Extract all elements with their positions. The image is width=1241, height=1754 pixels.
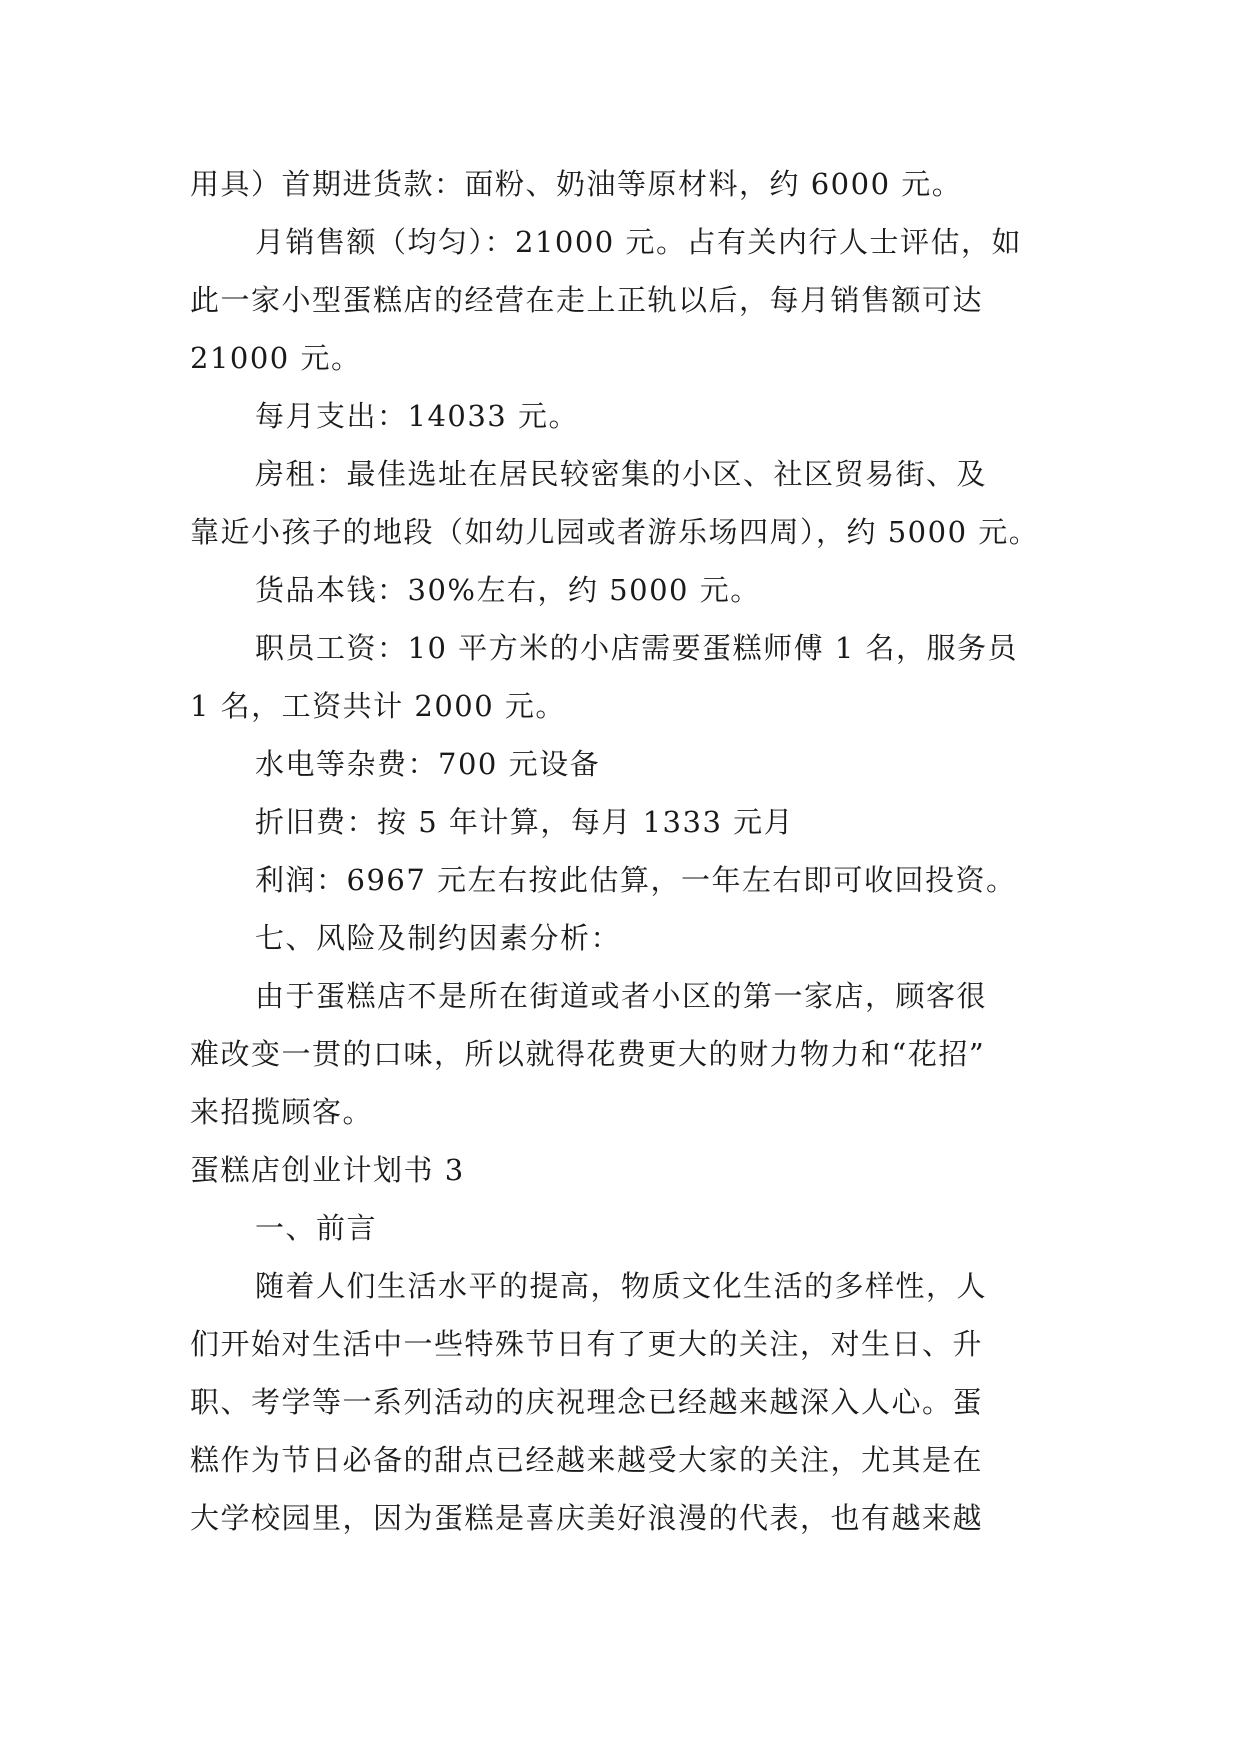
text-line: 月销售额（均匀）：21000 元。占有关内行人士评估，如 <box>255 225 1022 259</box>
text-line: 们开始对生活中一些特殊节日有了更大的关注，对生日、升 <box>190 1327 984 1361</box>
text-line: 随着人们生活水平的提高，物质文化生活的多样性，人 <box>255 1269 988 1303</box>
section-heading: 一、前言 <box>255 1211 378 1245</box>
text-line: 此一家小型蛋糕店的经营在走上正轨以后，每月销售额可达 <box>190 283 984 317</box>
text-line: 水电等杂费：700 元设备 <box>255 747 601 781</box>
text-line: 1 名，工资共计 2000 元。 <box>190 689 566 723</box>
text-line: 用具）首期进货款：面粉、奶油等原材料，约 6000 元。 <box>190 167 963 201</box>
text-line: 货品本钱：30%左右，约 5000 元。 <box>255 573 761 607</box>
text-line: 靠近小孩子的地段（如幼儿园或者游乐场四周），约 5000 元。 <box>190 515 1040 549</box>
text-line: 来招揽顾客。 <box>190 1095 374 1129</box>
document-title: 蛋糕店创业计划书 3 <box>190 1153 465 1187</box>
text-line: 房租：最佳选址在居民较密集的小区、社区贸易街、及 <box>255 457 988 491</box>
text-line: 糕作为节日必备的甜点已经越来越受大家的关注，尤其是在 <box>190 1443 984 1477</box>
section-heading: 七、风险及制约因素分析： <box>255 921 622 955</box>
text-line: 大学校园里，因为蛋糕是喜庆美好浪漫的代表，也有越来越 <box>190 1501 984 1535</box>
text-line: 职、考学等一系列活动的庆祝理念已经越来越深入人心。蛋 <box>190 1385 984 1419</box>
text-line: 职员工资：10 平方米的小店需要蛋糕师傅 1 名，服务员 <box>255 631 1019 665</box>
text-line: 利润：6967 元左右按此估算，一年左右即可收回投资。 <box>255 863 1017 897</box>
text-line: 每月支出：14033 元。 <box>255 399 579 433</box>
text-line: 难改变一贯的口味，所以就得花费更大的财力物力和“花招” <box>190 1037 986 1071</box>
text-line: 折旧费：按 5 年计算，每月 1333 元月 <box>255 805 795 839</box>
text-line: 21000 元。 <box>190 341 362 375</box>
text-line: 由于蛋糕店不是所在街道或者小区的第一家店，顾客很 <box>255 979 988 1013</box>
